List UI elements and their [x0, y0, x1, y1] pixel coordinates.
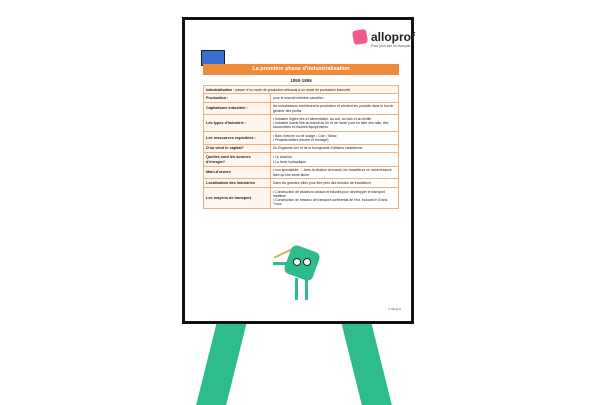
row-value: Du Royaume-Uni et de la bourgeoisie d'affaires canadienne — [271, 144, 399, 153]
row-label: Localisation des industries — [204, 179, 271, 188]
row-label: Les moyens de transport — [204, 188, 271, 209]
brand-tagline: Pour plus loin en français — [371, 44, 411, 48]
row-value — [271, 153, 399, 166]
row-value — [271, 115, 399, 132]
right-arm — [338, 310, 392, 405]
intro-row — [204, 86, 399, 94]
bullet-item: • Construction de réseaux de transport continental de l'est, incluant le Grand Tronc. — [273, 198, 388, 207]
mascot — [277, 240, 327, 308]
intro-text: passer d'un mode de production artisanal à un mode de production industriel — [235, 87, 351, 92]
table-row — [204, 132, 399, 145]
row-value: pour le marché intérieur canadien — [271, 94, 399, 103]
sheet-title: La première phase d'industrialisation — [203, 64, 399, 75]
row-label: Main-d'œuvre — [204, 166, 271, 179]
bullet-item: • non spécialisée → Avec la division du travail, les travailleurs ne doivent savoir faire qu'une seule tâche. — [273, 168, 392, 177]
row-label: Les types d'industrie : — [204, 115, 271, 132]
table-row — [204, 166, 399, 179]
row-value — [271, 188, 399, 209]
table-row — [204, 144, 399, 153]
bullet-item: • La force hydraulique — [273, 159, 306, 164]
bullet-item: • Produits laitiers (beurre et fromage) — [273, 137, 329, 142]
intro-label: Industrialisation : — [206, 87, 235, 92]
row-value: les investisseurs contribuent la production et vendent les produits dans le but de générer des profits. — [271, 102, 399, 115]
table-row — [204, 179, 399, 188]
copyright: © Alloprof — [387, 307, 401, 311]
info-sheet — [182, 17, 414, 324]
row-label: D'où vient le capital? — [204, 144, 271, 153]
bullet-item: • Industrie légère liée à l'alimentation, au cuir, au bois et au textile — [273, 116, 372, 121]
table-row — [204, 94, 399, 103]
table-row — [204, 153, 399, 166]
alloprof-logo — [353, 30, 413, 54]
info-table — [203, 85, 399, 209]
row-label: Capitalisme industriel : — [204, 102, 271, 115]
row-label: Les ressources exploitées : — [204, 132, 271, 145]
row-value — [271, 166, 399, 179]
row-label: Production : — [204, 94, 271, 103]
table-row — [204, 188, 399, 209]
left-arm — [196, 310, 250, 405]
brand-name: alloprof — [371, 30, 415, 44]
table-row — [204, 102, 399, 115]
row-value — [271, 132, 399, 145]
bullet-item: • Bois d'œuvre ou de sciage • Cuir • Tabac — [273, 133, 337, 138]
row-label: Quelles sont les sources d'énergie? — [204, 153, 271, 166]
bullet-item: • Industrie lourde liée au transit du fer et de l'acier pour en faire des rails, des locomotives et d'autres équipements — [273, 121, 389, 130]
table-row — [204, 115, 399, 132]
heart-icon — [352, 29, 368, 45]
bullet-item: • Construction de plusieurs canaux et écluses pour développer le transport maritime — [273, 189, 385, 198]
row-value: Dans les grandes villes pour être près des besoins de travailleurs — [271, 179, 399, 188]
sheet-period: 1850-1895 — [290, 78, 312, 83]
bullet-item: • Le charbon — [273, 155, 293, 160]
